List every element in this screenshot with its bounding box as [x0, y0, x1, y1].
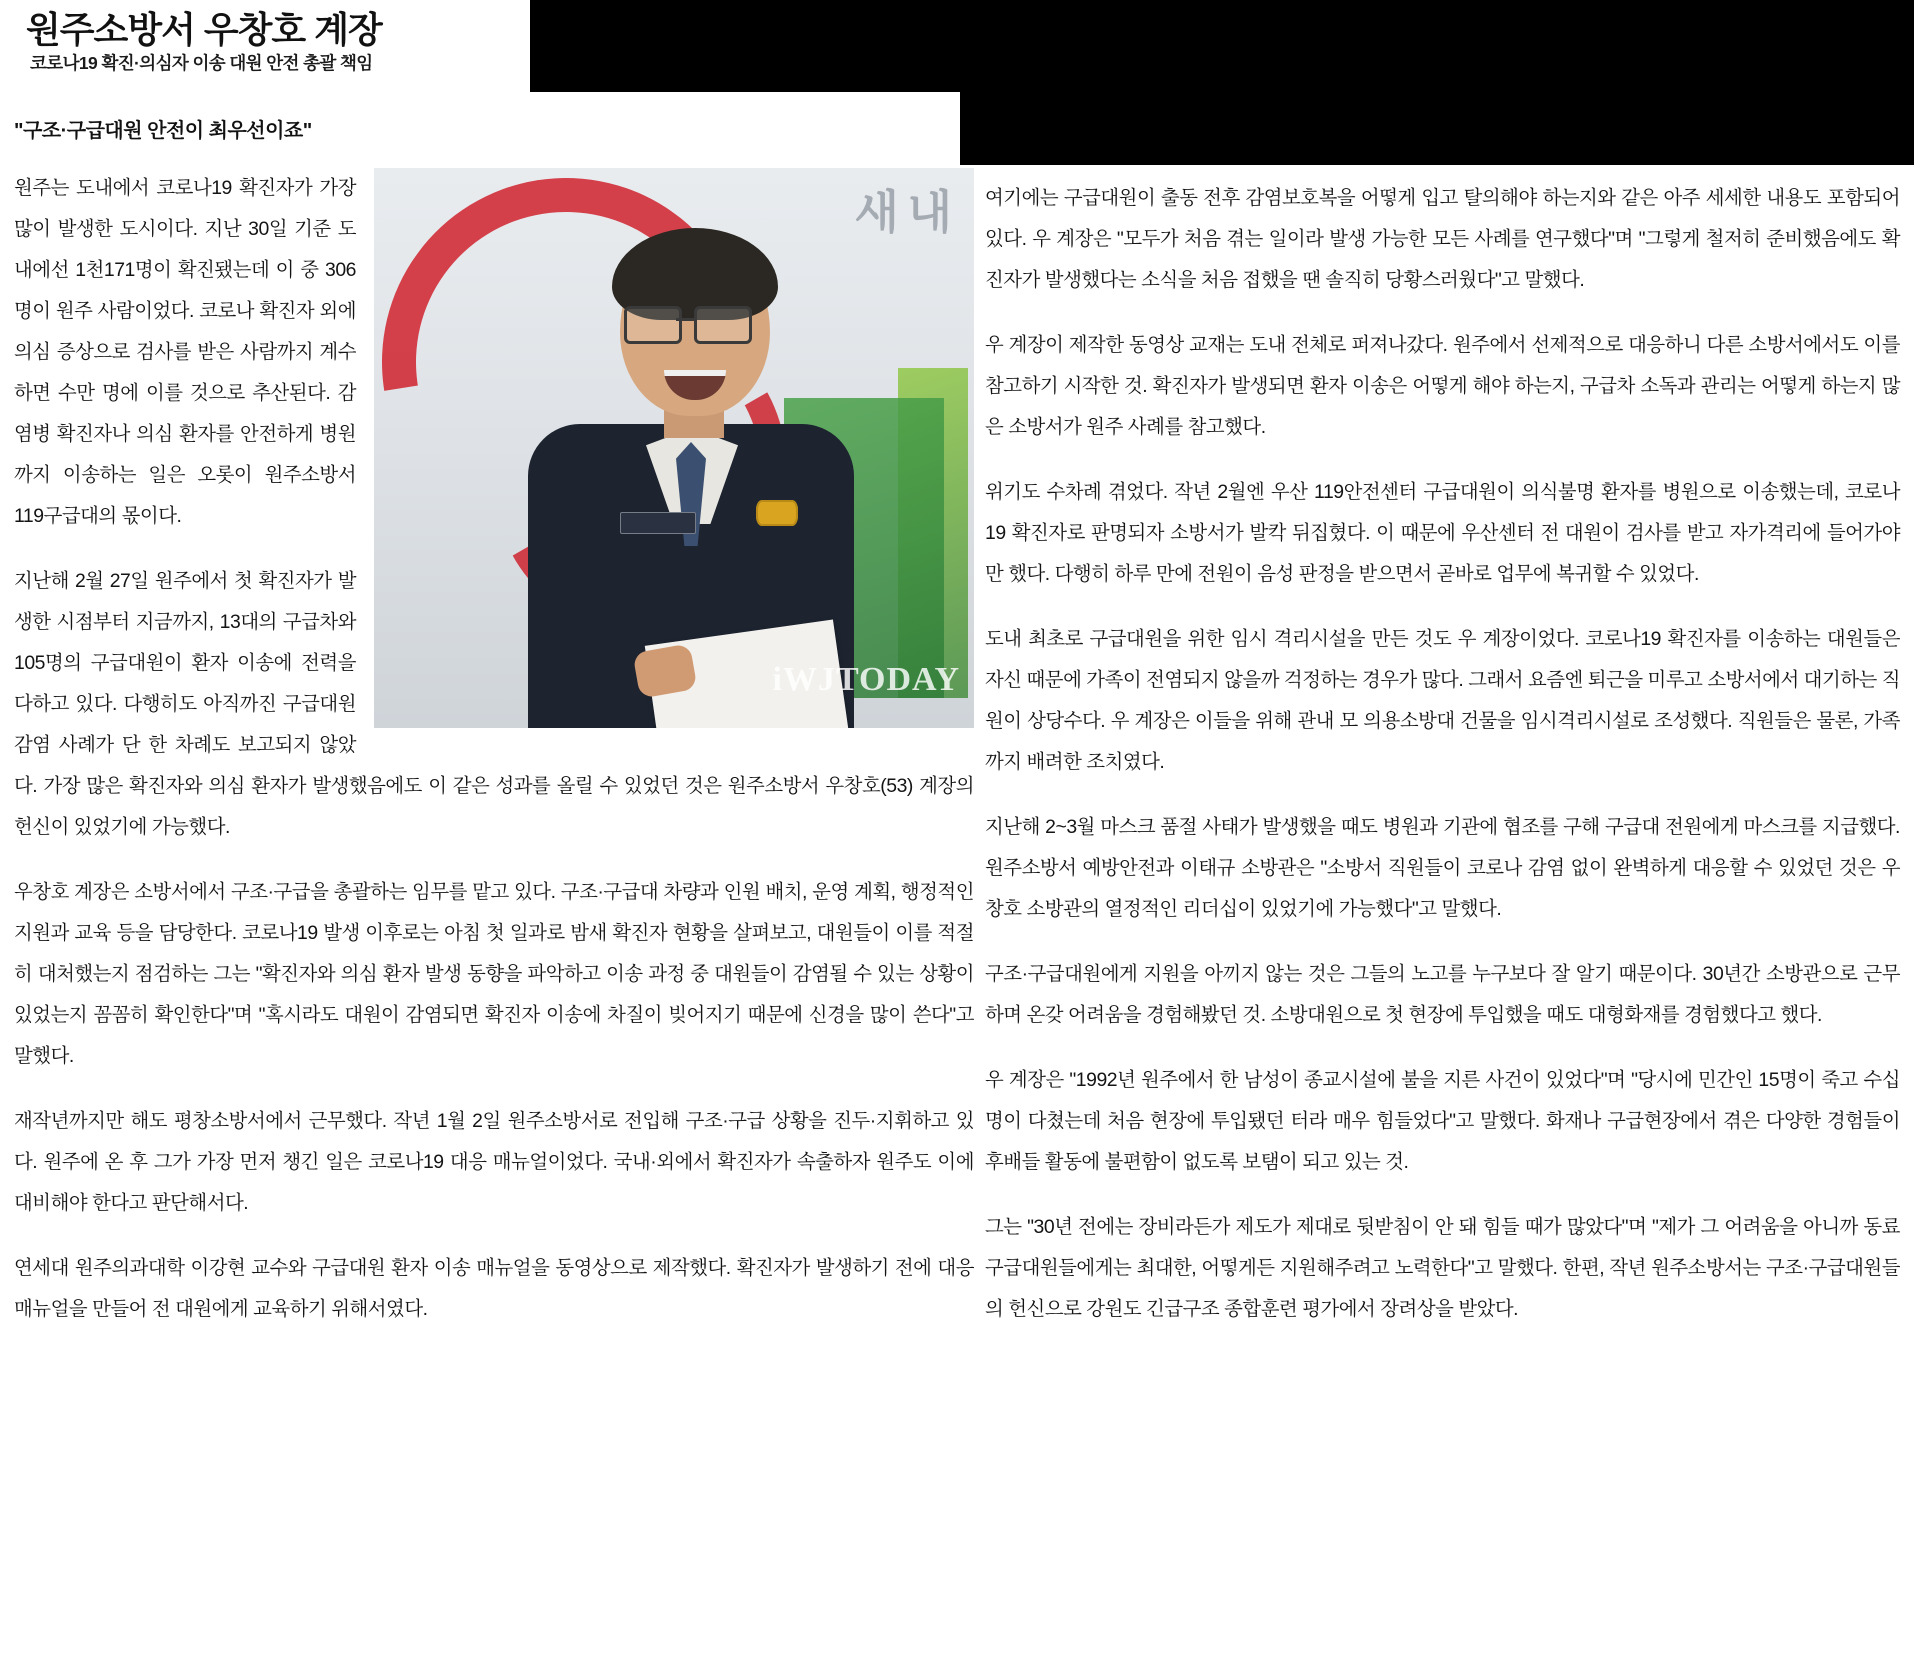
- article-photo: [374, 168, 974, 728]
- page-title: 원주소방서 우창호 계장: [26, 9, 382, 50]
- paragraph: 구조·구급대원에게 지원을 아끼지 않는 것은 그들의 노고를 누구보다 잘 알기 때문이다. 30년간 소방관으로 근무하며 온갖 어려움을 경험해봤던 것. 소방대원으로 첫 현장에 투입했을 때도 대형화재를 경험했다고 했다.: [985, 963, 1900, 1026]
- masthead-black-band-lower: [960, 92, 1914, 165]
- name-tag: [620, 512, 696, 534]
- paragraph: 재작년까지만 해도 평창소방서에서 근무했다. 작년 1월 2일 원주소방서로 전입해 구조·구급 상황을 진두·지휘하고 있다. 원주에 온 후 그가 가장 먼저 챙긴 일은 코로나19 대응 매뉴얼이었다. 국내·외에서 확진자가 속출하자 원주도 이에 대비해야 한다고 판단해서다.: [14, 1110, 974, 1214]
- paragraph: 우 계장이 제작한 동영상 교재는 도내 전체로 퍼져나갔다. 원주에서 선제적으로 대응하니 다른 소방서에서도 이를 참고하기 시작한 것. 확진자가 발생되면 환자 이송은 어떻게 해야 하는지, 구급차 소독과 관리는 어떻게 하는지 많은 소방서가 원주 사례를 참고했다.: [985, 334, 1900, 438]
- glasses-right-lens: [694, 306, 752, 344]
- paragraph: 그는 "30년 전에는 장비라든가 제도가 제대로 뒷받침이 안 돼 힘들 때가 많았다"며 "제가 그 어려움을 아니까 동료 구급대원들에게는 최대한, 어떻게든 지원해주려고 노력한다"고 말했다. 한편, 작년 원주소방서는 구조·구급대원들의 헌신으로 강원도 긴급구조 종합훈련 평가에서 장려상을 받았다.: [985, 1216, 1900, 1320]
- paragraph: 우 계장은 "1992년 원주에서 한 남성이 종교시설에 불을 지른 사건이 있었다"며 "당시에 민간인 15명이 죽고 수십 명이 다쳤는데 처음 현장에 투입됐던 터라 매우 힘들었다"고 말했다. 화재나 구급현장에서 겪은 다양한 경험들이 후배들 활동에 불편함이 없도록 보탬이 되고 있는 것.: [985, 1069, 1900, 1173]
- glasses-left-lens: [624, 306, 682, 344]
- paragraph: 위기도 수차례 겪었다. 작년 2월엔 우산 119안전센터 구급대원이 의식불명 환자를 병원으로 이송했는데, 코로나19 확진자로 판명되자 소방서가 발칵 뒤집혔다. 이 때문에 우산센터 전 대원이 검사를 받고 자가격리에 들어가야만 했다. 다행히 하루 만에 전원이 음성 판정을 받으면서 곧바로 업무에 복귀할 수 있었다.: [985, 481, 1900, 585]
- right-column: [985, 178, 1900, 1354]
- fire-service-emblem-icon: [756, 500, 798, 526]
- paragraph: 여기에는 구급대원이 출동 전후 감염보호복을 어떻게 입고 탈의해야 하는지와 같은 아주 세세한 내용도 포함되어 있다. 우 계장은 "모두가 처음 겪는 일이라 발생 가능한 모든 사례를 연구했다"며 "그렇게 철저히 준비했음에도 확진자가 발생했다는 소식을 처음 접했을 땐 솔직히 당황스러웠다"고 말했다.: [985, 187, 1900, 291]
- pull-quote: "구조·구급대원 안전이 최우선이죠": [14, 120, 312, 142]
- paragraph: 원주는 도내에서 코로나19 확진자가 가장 많이 발생한 도시이다. 지난 30일 기준 도내에선 1천171명이 확진됐는데 이 중 306명이 원주 사람이었다. 코로나 확진자 외에 의심 증상으로 검사를 받은 사람까지 계수하면 수만 명에 이를 것으로 추산된다. 감염병 확진자나 의심 환자를 안전하게 병원까지 이송하는 일은 오롯이 원주소방서 119구급대의 몫이다.: [14, 177, 356, 527]
- left-column: [14, 168, 974, 1354]
- photo-watermark: iWJTODAY: [772, 661, 960, 698]
- masthead: [0, 0, 1914, 92]
- person-figure: [524, 228, 854, 728]
- paragraph: 도내 최초로 구급대원을 위한 임시 격리시설을 만든 것도 우 계장이었다. 코로나19 확진자를 이송하는 대원들은 자신 때문에 가족이 전염되지 않을까 걱정하는 경우가 많다. 그래서 요즘엔 퇴근을 미루고 소방서에서 대기하는 직원이 상당수다. 우 계장은 이들을 위해 관내 모 의용소방대 건물을 임시격리시설로 조성했다. 직원들은 물론, 가족까지 배려한 조치였다.: [985, 628, 1901, 773]
- paragraph: 연세대 원주의과대학 이강현 교수와 구급대원 환자 이송 매뉴얼을 동영상으로 제작했다. 확진자가 발생하기 전에 대응 매뉴얼을 만들어 전 대원에게 교육하기 위해서였다.: [14, 1257, 974, 1320]
- paragraph: 지난해 2~3월 마스크 품절 사태가 발생했을 때도 병원과 기관에 협조를 구해 구급대 전원에게 마스크를 지급했다. 원주소방서 예방안전과 이태규 소방관은 "소방서 직원들이 코로나 감염 없이 완벽하게 대응할 수 있었던 것은 우창호 소방관의 열정적인 리더십이 있었기에 가능했다"고 말했다.: [985, 816, 1900, 920]
- glasses-bridge: [676, 318, 694, 321]
- backdrop-text: 새 내: [854, 186, 950, 238]
- subheadline: 코로나19 확진·의심자 이송 대원 안전 총괄 책임: [30, 53, 373, 73]
- masthead-black-band: [530, 0, 1914, 92]
- paragraph: 지난해 2월 27일 원주에서 첫 확진자가 발생한 시점부터 지금까지, 13대의 구급차와 105명의 구급대원이 환자 이송에 전력을 다하고 있다. 다행히도 아직까진 구급대원 감염 사례가 단 한 차례도 보고되지 않았다. 가장 많은 확진자와 의심 환자가 발생했음에도 이 같은 성과를 올릴 수 있었던 것은 원주소방서 우창호(53) 계장의 헌신이 있었기에 가능했다.: [14, 570, 974, 838]
- paragraph: 우창호 계장은 소방서에서 구조·구급을 총괄하는 임무를 맡고 있다. 구조·구급대 차량과 인원 배치, 운영 계획, 행정적인 지원과 교육 등을 담당한다. 코로나19 발생 이후로는 아침 첫 일과로 밤새 확진자 현황을 살펴보고, 대원들이 이를 적절히 대처했는지 점검하는 그는 "확진자와 의심 환자 발생 동향을 파악하고 이송 과정 중 대원들이 감염될 수 있는 상황이 있었는지 꼼꼼히 확인한다"며 "혹시라도 대원이 감염되면 확진자 이송에 차질이 빚어지기 때문에 신경을 많이 쓴다"고 말했다.: [14, 881, 974, 1067]
